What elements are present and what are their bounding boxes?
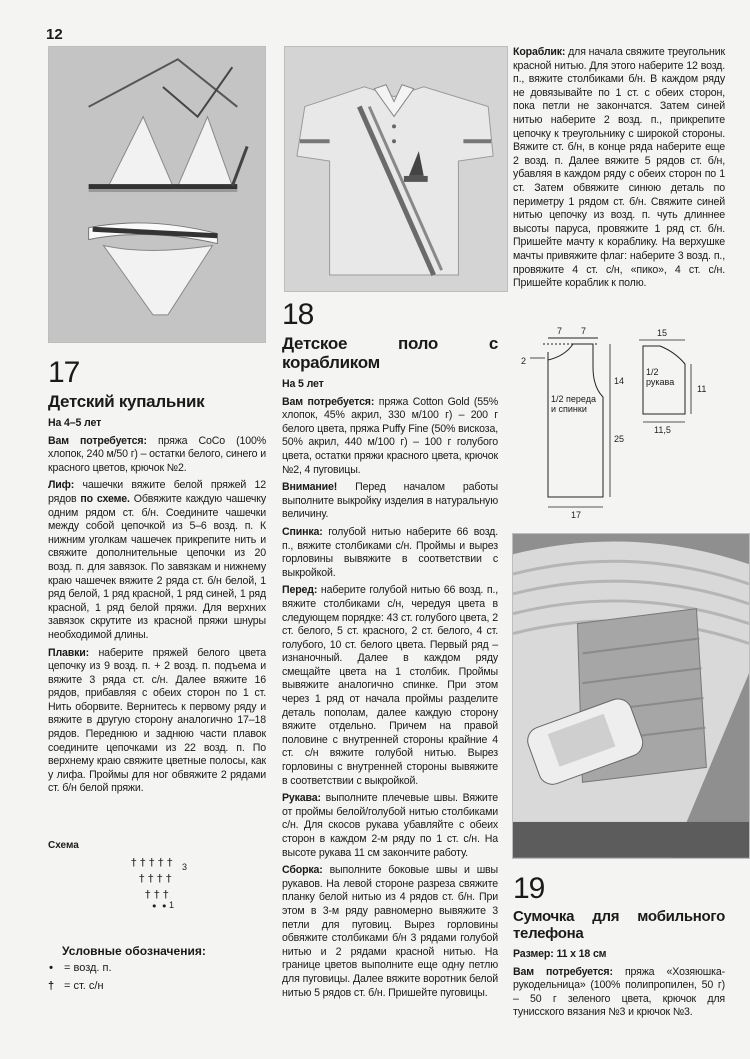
dim-11-5: 11,5	[654, 425, 671, 435]
svg-text:† † † †: † † † †	[139, 872, 172, 885]
scheme-row-1: 1	[169, 900, 175, 910]
polo-boat: Кораблик: для начала свяжите треугольник красной нитью. Для этого наберите 12 возд. п., вяжите столбиками б/н. В каждом ряду не довязывайте по 1 ст. с обеих сторон, пока петли не закончатся. Затем синей нитью наберите 2 возд. п., прикрепите цепочку к треугольнику с широкой стороны. Вяжите ст. б/н, в конце ряда наберите еще 2 возд. п. Далее вяжите 5 рядов ст. б/н, убавляя в каждом ряду с обеих сторон по 1 ст. Затем обвяжите синюю деталь по периметру 1 рядом ст. б/н. Свяжите синей нитью цепочку из возд. п. чуть длиннее высоты паруса, провяжите 1 ряд ст. б/н. Пришейте мачту к кораблику. На верхушке мачты привяжите флаг: наберите 3 возд. п., провяжите 4 ст. с/н, «пико», 4 ст. с/н. Пришейте кораблик к полю.	[513, 46, 725, 290]
svg-text:• •: • •	[151, 900, 168, 913]
swimsuit-bra: Лиф: чашечки вяжите белой пряжей 12 рядов по схеме. Обвяжите каждую чашечку одним рядом ст. б/н. Соедините чашечки между собой цепочкой из 5–6 возд. п. К нижним уголкам чашечек прикрепите нить и свяжите дополнительные цепочки из 20 возд. п. для завязок. По завязкам и нижнему краю чашечек вяжите 2 ряда ст. б/н белой, 1 ряд белой, 1 ряд красной, 1 ряд синей, 1 ряд красной, 1 ряд белой пряжи. Для верхних завязок скрутите из красной пряжи шнуры необходимой длины.	[48, 479, 266, 641]
polo-front: Перед: наберите голубой нитью 66 возд. п., вяжите столбиками с/н, чередуя цвета в следующем порядке: 43 ст. голубого цвета, 2 ст. белого, 5 ст. красного, 2 ст. белого, 4 ст. голубого, 10 ст. белого цвета. Первый ряд – изнаночный. Далее в каждом ряду смещайте цвета на 1 столбик. Проймы вывяжите аналогично спинке. При этом через 1 ряд от начала проймы разделите деталь пополам, далее каждую сторону вяжите отдельно. Причем на правой половине с внутренней стороны крайние 4 ст. с/н вяжите голубой нитью. Вырез горловины с внутренней стороны вывяжите в соответствии с выкройкой.	[282, 584, 498, 787]
scheme-label: Схема	[48, 840, 79, 851]
svg-text:† † † † †: † † † † †	[131, 856, 173, 869]
legend-dc: † = ст. с/н	[44, 980, 104, 992]
dim-11: 11	[697, 384, 707, 394]
polo-number: 18	[282, 298, 314, 331]
polo-back: Спинка: голубой нитью наберите 66 возд. п., вяжите столбиками с/н. Проймы и вырез горловины вывяжите в соответствии с выкройкой.	[282, 525, 498, 579]
swimsuit-number: 17	[48, 356, 80, 389]
bag-article	[513, 874, 725, 1024]
polo-assembly: Сборка: выполните боковые швы и швы рукавов. На левой стороне разреза свяжите планку белой нитью из 4 рядов ст. б/н. При этом в 3-м ряду равномерно вывяжите 3 петли для пуговиц. Вырез горловины обвяжите столбиками б/н 3 рядами голубой нитью и 2 рядами красной нитью. На границе цветов выполните еще одну петлю для пуговицы. Далее вяжите воротник белой нитью 5 рядов ст. б/н. Пришейте пуговицы.	[282, 864, 498, 999]
bag-photo	[512, 533, 750, 859]
dim-2: 2	[521, 356, 527, 366]
dc-symbol-icon: †	[47, 980, 55, 992]
swimsuit-photo	[48, 46, 266, 343]
bag-title: Сумочка для мобильного телефона	[513, 908, 725, 942]
svg-text:† † †: † † †	[145, 888, 169, 901]
dim-15: 15	[657, 328, 668, 338]
dim-7a: 7	[557, 326, 563, 336]
sleeve-piece-label: 1/2 рукава	[646, 367, 675, 387]
swimsuit-materials: Вам потребуется: пряжа CoCo (100% хлопок, 240 м/50 г) – остатки белого, синего и красного цветов, крючок №2.	[48, 434, 267, 474]
bag-materials: Вам потребуется: пряжа «Хозяюшка-рукодельница» (100% полипропилен, 50 г) – 50 г зеленого цвета, крючок для тунисского вязания №3 и крючок №3.	[513, 965, 725, 1019]
polo-photo	[284, 46, 508, 292]
legend-title: Условные обозначения:	[62, 944, 206, 958]
polo-title: Детское поло с корабликом	[282, 334, 498, 372]
body-piece-label: 1/2 переда и спинки	[551, 394, 596, 414]
boat-article	[513, 46, 725, 295]
dim-17: 17	[571, 510, 582, 520]
polo-attention: Внимание! Перед началом работы выполните выкройку изделия в натуральную величину.	[282, 481, 498, 521]
swimsuit-article	[48, 358, 266, 800]
polo-pattern-diagram	[515, 322, 725, 522]
polo-sleeve: Рукава: выполните плечевые швы. Вяжите от проймы белой/голубой нитью столбиками с/н. Для скосов рукава убавляйте с обеих сторон в каждом 2-м ряду по 1 ст. с/н. На высоте рукава 11 см закончите работу.	[282, 792, 498, 859]
swimsuit-size: На 4–5 лет	[48, 417, 102, 429]
bag-number: 19	[513, 872, 545, 905]
page-number: 12	[46, 26, 63, 43]
polo-materials: Вам потребуется: пряжа Cotton Gold (55% хлопок, 45% акрил, 330 м/100 г) – 200 г белого цвета, пряжа Puffy Fine (50% вискоза, 50% акрил, 440 м/100 г) – 100 г голубого цвета, остатки пряжи красного цвета, крючок №2, 4 пуговицы.	[282, 395, 499, 476]
dim-14: 14	[614, 376, 625, 386]
swimsuit-panties: Плавки: наберите пряжей белого цвета цепочку из 9 возд. п. + 2 возд. п. подъема и вяжите 3 ряда ст. с/н. Далее вяжите 16 рядов, прибавляя с обеих сторон по 1 ст. Нить оборвите. Вернитесь к первому ряду и вяжите в другую сторону аналогично 17–18 рядов. Переднюю и заднюю части плавок соедините цепочками из 22 возд. п. По верхнему краю свяжите цветные полосы, как у лифа. Проймы для ног обвяжите 2 рядами ст. б/н белой пряжи.	[48, 646, 267, 795]
swimsuit-title: Детский купальник	[48, 392, 205, 411]
scheme-row-3: 3	[182, 862, 188, 872]
swimsuit-scheme	[125, 850, 195, 916]
polo-size: На 5 лет	[282, 378, 324, 390]
chain-symbol-icon: •	[49, 962, 53, 974]
polo-article	[282, 300, 498, 1004]
dim-25: 25	[614, 434, 625, 444]
bag-size: Размер: 11 x 18 см	[513, 948, 607, 960]
legend-chain: • = возд. п.	[44, 962, 112, 974]
dim-7b: 7	[581, 326, 587, 336]
